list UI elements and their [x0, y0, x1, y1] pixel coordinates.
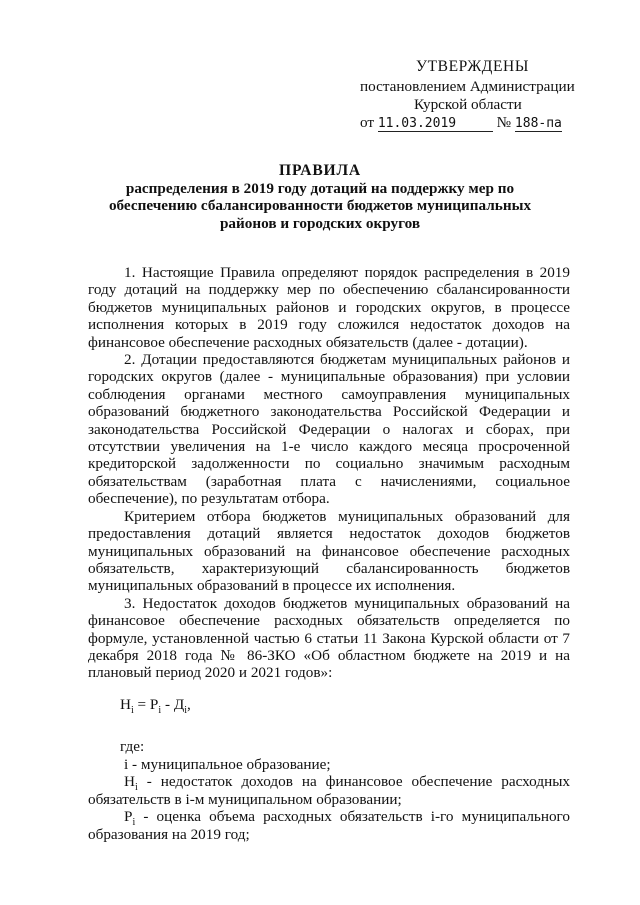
definition-item	[88, 773, 570, 808]
definition-text: - муниципальное образование;	[128, 756, 331, 773]
definition-symbol: i	[124, 756, 129, 773]
paragraph-1: 1. Настоящие Правила определяют порядок распределения в 2019 году дотаций на поддержку мер по обеспечению сбалансированности бюджетов муниципальных районов и городских округов, в процессе исполнения которых в 2019 году сложился недостаток доходов на финансовое обеспечение расходных обязательств (далее - дотации).	[88, 264, 570, 351]
definition-item	[88, 756, 570, 773]
definition-symbol: Н	[124, 773, 135, 791]
definition-symbol-sub: i	[134, 782, 138, 794]
document-title: ПРАВИЛА	[279, 162, 361, 179]
definition-symbol: Р	[124, 808, 133, 826]
formula	[120, 696, 191, 717]
approval-date: 11.03.2019	[378, 117, 493, 132]
number-prefix: №	[496, 114, 512, 131]
definition-text: - недостаток доходов на финансовое обеспечение расходных обязательств в i-м муниципальном образовании;	[88, 773, 570, 808]
approval-line-1: постановлением Администрации	[360, 78, 575, 95]
approval-line-2: Курской области	[414, 96, 522, 113]
document-subtitle	[0, 180, 640, 232]
formula-term-1-sub: i	[158, 705, 162, 717]
definition-item	[88, 808, 570, 843]
formula-end: ,	[186, 696, 191, 713]
formula-term-2: Д	[173, 696, 185, 713]
approval-number: 188-па	[514, 116, 562, 131]
date-prefix: от	[360, 114, 375, 131]
document-body	[88, 264, 570, 682]
definition-symbol-sub: i	[132, 817, 136, 829]
formula-lhs: Н	[120, 696, 131, 713]
approval-title: УТВЕРЖДЕНЫ	[416, 58, 529, 75]
paragraph-criterion: Критерием отбора бюджетов муниципальных образований для предоставления дотаций является недостаток доходов бюджетов муниципальных образований на финансовое обеспечение расходных обязательств, характеризующий сбалансированность бюджетов муниципальных образований в процессе их исполнения.	[88, 507, 570, 595]
formula-minus: -	[161, 696, 174, 713]
formula-lhs-sub: i	[130, 705, 134, 717]
formula-term-1: Р	[149, 696, 159, 713]
where-label: где:	[120, 738, 145, 755]
paragraph-3: 3. Недостаток доходов бюджетов муниципальных образований на финансовое обеспечение расходных обязательств определяется по формуле, установленной частью 6 статьи 11 Закона Курской области от 7 декабря 2018 года № 86-ЗКО «Об областном бюджете на 2019 и на плановый период 2020 и 2021 годов»:	[88, 594, 570, 682]
formula-eq: =	[133, 696, 150, 713]
formula-term-2-sub: i	[184, 705, 187, 717]
definitions-list	[88, 756, 570, 843]
approval-date-line	[360, 114, 562, 132]
definition-text: - оценка объема расходных обязательств i-го муниципального образования на 2019 год;	[88, 808, 570, 843]
paragraph-2: 2. Дотации предоставляются бюджетам муниципальных районов и городских округов (далее - муниципальные образования) при условии соблюдения органами местного самоуправления муниципальных образований бюджетного законодательства Российской Федерации и законодательства Российской Федерации о налогах и сборах, при отсутствии увеличения на 1-е число каждого месяца просроченной кредиторской задолженности по социально значимым расходным обязательствам (заработная плата с начислениями, социальное обеспечение), по результатам отбора.	[88, 351, 570, 508]
subtitle-text: распределения в 2019 году дотаций на поддержку мер по обеспечению сбалансированности бюджетов муниципальных районов и городских округов	[108, 180, 532, 232]
